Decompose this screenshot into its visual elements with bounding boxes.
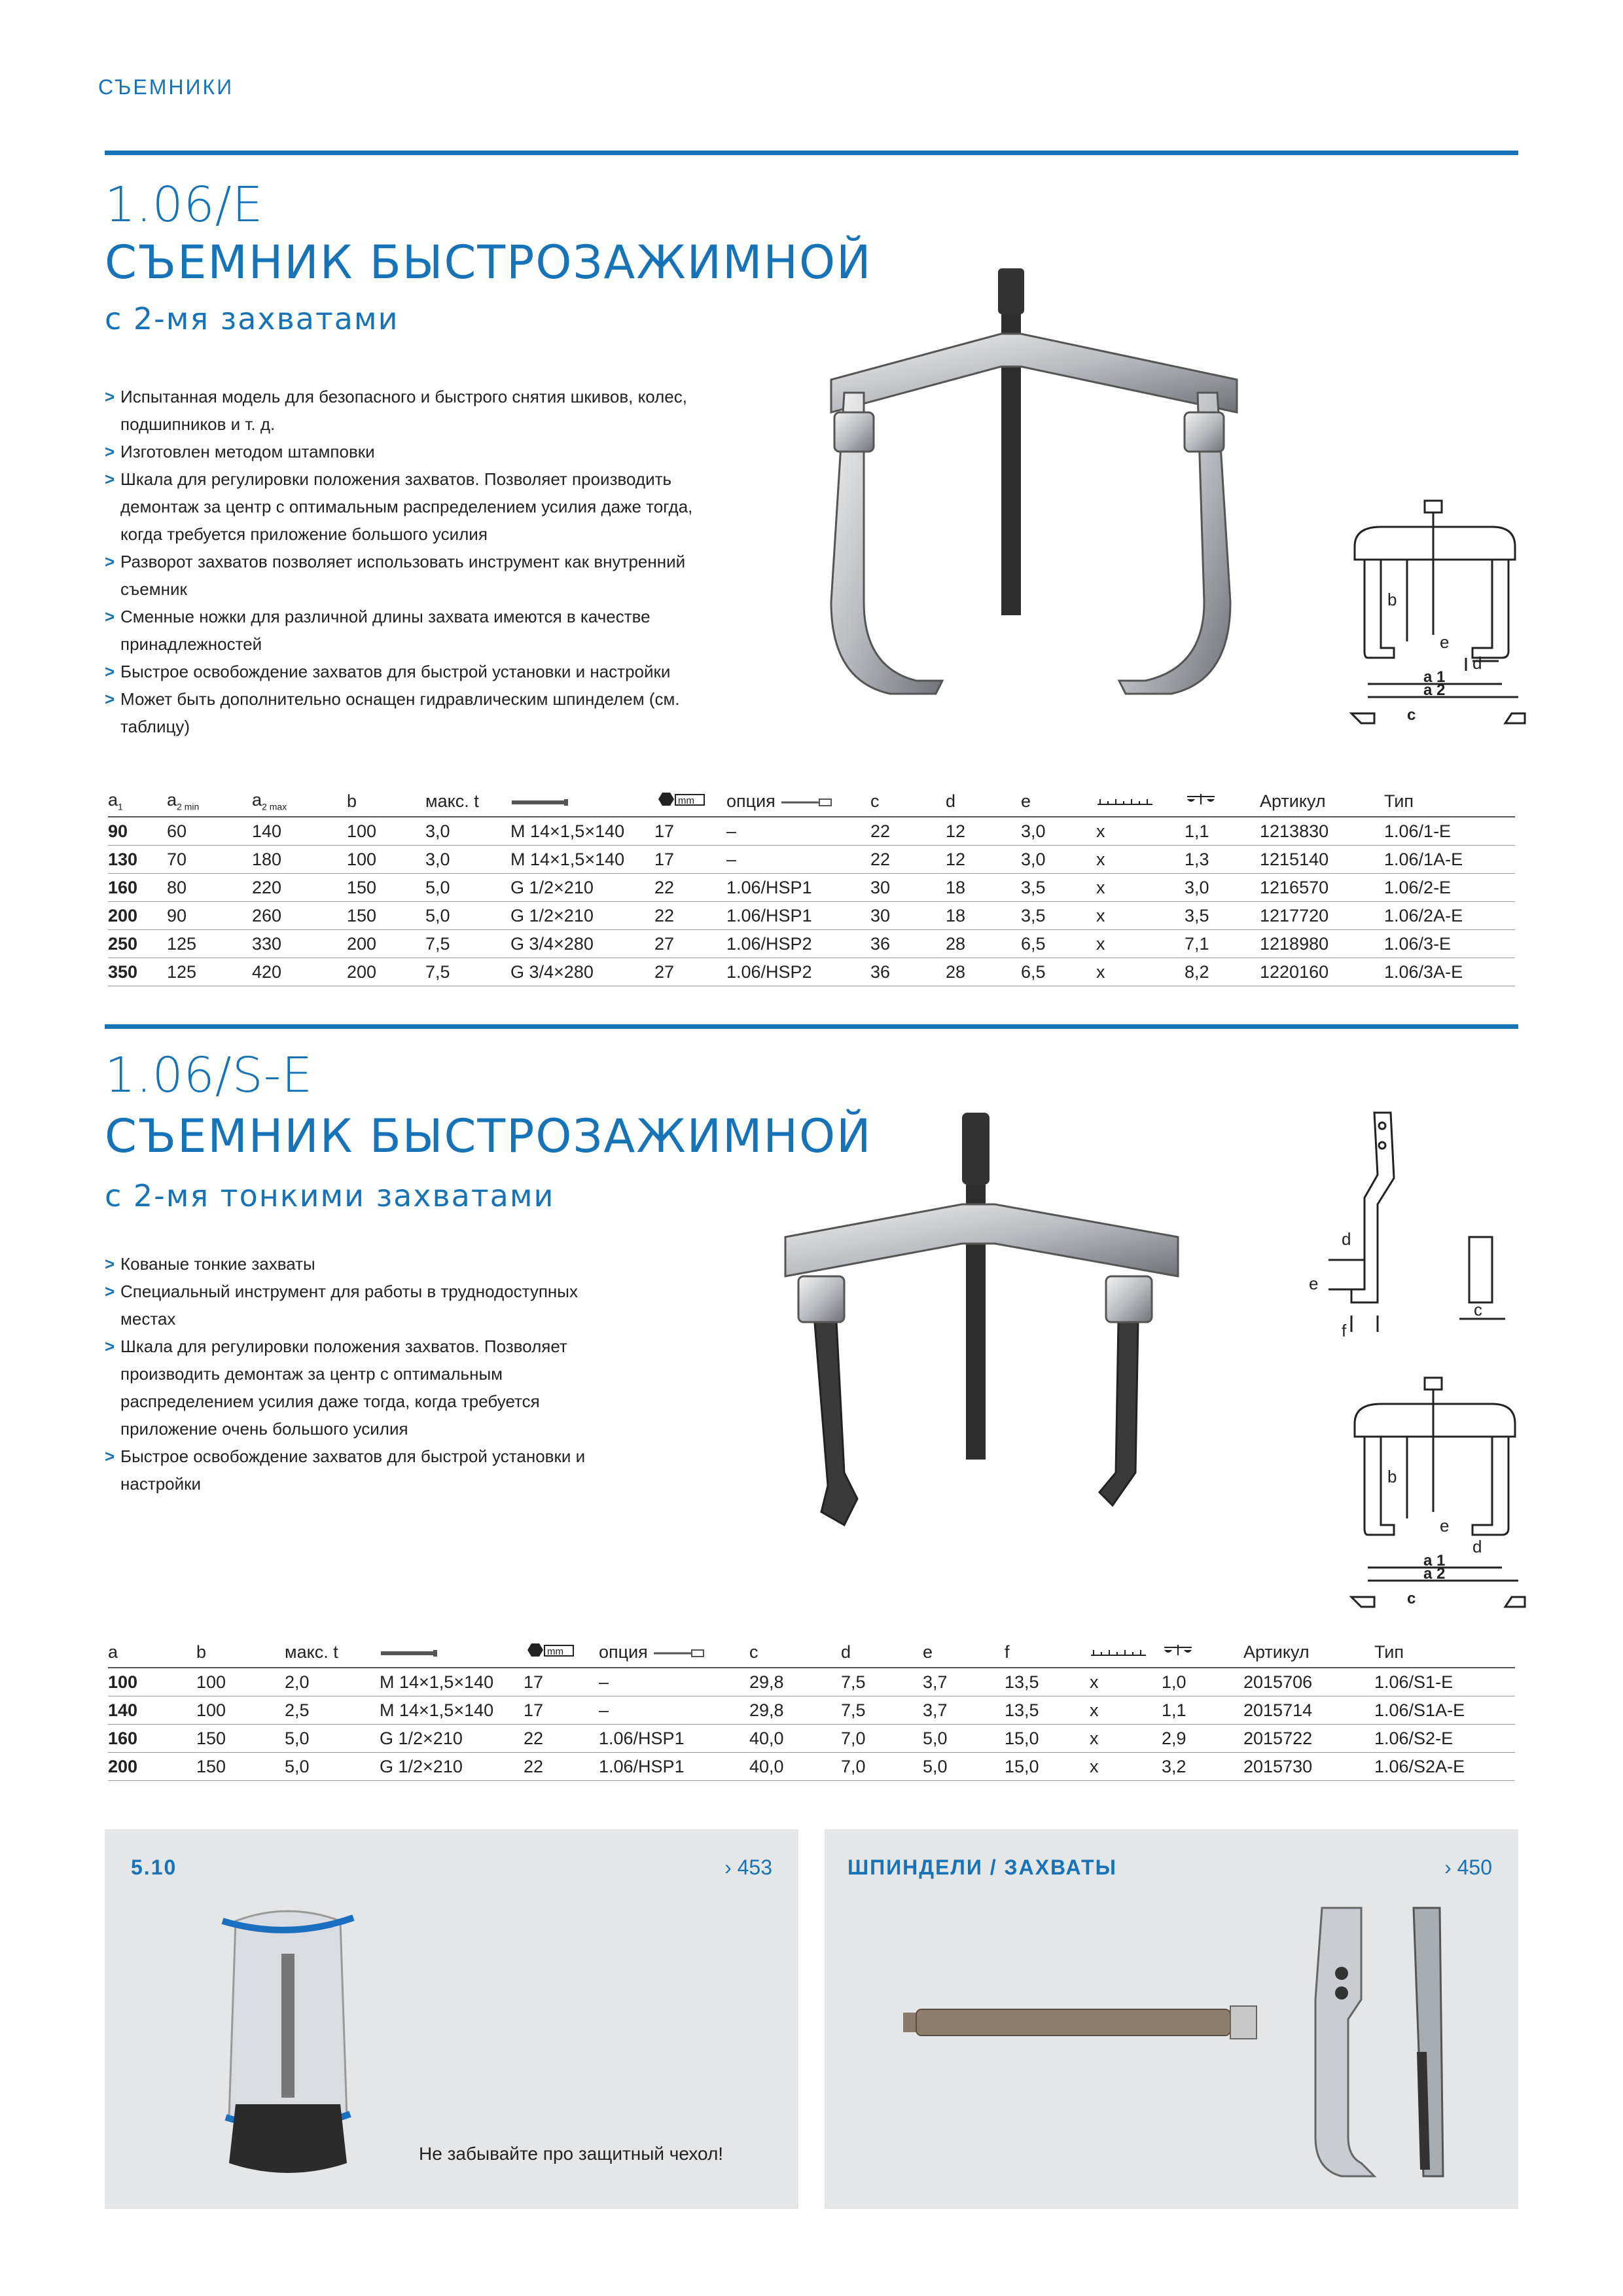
puller-photo-2 [772, 1106, 1191, 1564]
table-cell: 1,3 [1185, 846, 1260, 874]
spindle-icon [380, 1649, 438, 1658]
table-cell: 5,0 [425, 902, 510, 930]
table-cell: 2015730 [1243, 1753, 1374, 1781]
table-cell: 1.06/HSP2 [726, 958, 870, 986]
table-cell: 70 [167, 846, 252, 874]
svg-text:mm: mm [547, 1645, 563, 1657]
table-cell: 200 [347, 958, 425, 986]
protective-bag-image [216, 1901, 360, 2183]
table-cell: 5,0 [285, 1753, 380, 1781]
table-cell: 100 [108, 1668, 196, 1696]
feature-item [105, 1443, 602, 1498]
feature-item [105, 685, 707, 740]
weight-scale-icon [1185, 791, 1217, 807]
table-cell: 5,0 [285, 1725, 380, 1753]
table-cell: x [1090, 1696, 1162, 1725]
table-cell: 1.06/1A-E [1384, 846, 1515, 874]
table-cell: G 3/4×280 [510, 958, 654, 986]
diagram2-label-d: d [1342, 1229, 1351, 1249]
col-type: Тип [1374, 1640, 1515, 1668]
product2-features [105, 1250, 602, 1498]
table-cell: 2015706 [1243, 1668, 1374, 1696]
table-cell: 3,7 [923, 1668, 1005, 1696]
col-d: d [841, 1640, 923, 1668]
table-cell: 12 [946, 817, 1021, 846]
table-cell: 18 [946, 902, 1021, 930]
col-type: Тип [1384, 789, 1515, 817]
table-cell: 1.06/3A-E [1384, 958, 1515, 986]
table-cell: 140 [252, 817, 347, 846]
table-cell: 3,0 [425, 846, 510, 874]
table-cell: 150 [196, 1725, 285, 1753]
product1-subtitle: с 2-мя захватами [105, 301, 399, 336]
diagram2b-label-a1: a 1 [1423, 1552, 1446, 1570]
diagram2b-label-e: e [1440, 1516, 1450, 1535]
table-cell: 18 [946, 874, 1021, 902]
table-cell: x [1090, 1753, 1162, 1781]
col-article: Артикул [1260, 789, 1384, 817]
table-row [108, 1725, 1515, 1753]
jaw-profile-diagram [1302, 1100, 1518, 1361]
table-cell: 6,5 [1021, 958, 1096, 986]
table-cell: 5,0 [425, 874, 510, 902]
feature-text: Испытанная модель для безопасного и быстрого снятия шкивов, колес, подшипников и т. д. [120, 387, 687, 434]
table-cell: 130 [108, 846, 167, 874]
table-cell: 1,0 [1162, 1668, 1243, 1696]
feature-text: Шкала для регулировки положения захватов. Позволяет производить демонтаж за центр с оптимальным распределением усилия даже тогда, когда требуется приложение большого усилия [120, 469, 693, 544]
col-e: e [1021, 789, 1096, 817]
table-cell: 13,5 [1005, 1696, 1090, 1725]
diagram1-label-a2: a 2 [1423, 681, 1446, 699]
dimension-diagram-1 [1342, 497, 1531, 740]
table-cell: 1.06/2A-E [1384, 902, 1515, 930]
table-cell: 250 [108, 930, 167, 958]
svg-text:mm: mm [678, 795, 694, 806]
feature-text: Специальный инструмент для работы в труднодоступных местах [120, 1282, 578, 1329]
table-cell: 3,7 [923, 1696, 1005, 1725]
table-cell: 1217720 [1260, 902, 1384, 930]
weight-scale-icon [1162, 1642, 1194, 1658]
table-cell: M 14×1,5×140 [380, 1696, 524, 1725]
table-cell: 2,9 [1162, 1725, 1243, 1753]
table-cell: M 14×1,5×140 [510, 846, 654, 874]
chevron-right-icon: > [105, 1254, 115, 1274]
feature-text: Может быть дополнительно оснащен гидравлическим шпинделем (см. таблицу) [120, 689, 680, 736]
dimension-diagram-2 [1342, 1374, 1531, 1623]
product1-spec-table [108, 789, 1515, 986]
scale-ruler-icon [1096, 794, 1155, 807]
feature-text: Кованые тонкие захваты [120, 1254, 315, 1274]
chevron-right-icon: > [105, 662, 115, 681]
table-cell: 220 [252, 874, 347, 902]
table-cell: 1220160 [1260, 958, 1384, 986]
product1-title: СЪЕМНИК БЫСТРОЗАЖИМНОЙ [105, 236, 872, 289]
table-cell: 15,0 [1005, 1753, 1090, 1781]
diagram1-label-a1: a 1 [1423, 668, 1446, 686]
diagram2b-label-c: c [1407, 1590, 1416, 1607]
table-row [108, 1668, 1515, 1696]
col-a2max: $a_{2 max}$ [252, 789, 347, 817]
table-cell: 1.06/3-E [1384, 930, 1515, 958]
table-cell: 1.06/S2-E [1374, 1725, 1515, 1753]
table-cell: 28 [946, 958, 1021, 986]
feature-item [105, 548, 707, 603]
table-cell: G 1/2×210 [380, 1725, 524, 1753]
table-cell: 3,0 [1021, 846, 1096, 874]
product2-code: 1.06/S-E [105, 1047, 313, 1103]
diagram1-label-b: b [1387, 590, 1397, 609]
table-cell: 3,0 [1185, 874, 1260, 902]
section-divider-rule [105, 1024, 1518, 1029]
table-row [108, 1753, 1515, 1781]
table-cell: – [599, 1696, 749, 1725]
protective-cover-box [105, 1829, 798, 2209]
feature-item [105, 1278, 602, 1333]
table-cell: 420 [252, 958, 347, 986]
table-cell: 7,0 [841, 1725, 923, 1753]
table-cell: 29,8 [749, 1668, 841, 1696]
table-cell: 29,8 [749, 1696, 841, 1725]
table-cell: G 1/2×210 [510, 874, 654, 902]
table-cell: 7,5 [841, 1668, 923, 1696]
table-row [108, 958, 1515, 986]
table-cell: 150 [347, 902, 425, 930]
table-cell: x [1096, 958, 1185, 986]
table-cell: 5,0 [923, 1725, 1005, 1753]
table-cell: 1.06/HSP1 [726, 874, 870, 902]
table-cell: 6,5 [1021, 930, 1096, 958]
col-f: f [1005, 1640, 1090, 1668]
table-cell: G 3/4×280 [510, 930, 654, 958]
table-cell: 27 [654, 958, 726, 986]
col-option: опция [599, 1640, 749, 1668]
section-label: СЪЕМНИКИ [98, 75, 234, 99]
table-cell: 60 [167, 817, 252, 846]
table-cell: 160 [108, 874, 167, 902]
table-cell: 3,5 [1021, 902, 1096, 930]
table-cell: 100 [196, 1696, 285, 1725]
col-hex-mm [654, 789, 726, 817]
table-cell: 80 [167, 874, 252, 902]
table-cell: 7,0 [841, 1753, 923, 1781]
table-row [108, 930, 1515, 958]
table-cell: 1.06/HSP1 [599, 1753, 749, 1781]
table-cell: x [1096, 874, 1185, 902]
col-d: d [946, 789, 1021, 817]
col-max-t: макс. t [285, 1640, 380, 1668]
table-cell: 200 [108, 1753, 196, 1781]
table-row [108, 817, 1515, 846]
diagram2b-label-a2: a 2 [1423, 1565, 1446, 1583]
table-cell: M 14×1,5×140 [510, 817, 654, 846]
chevron-right-icon: > [105, 689, 115, 709]
table-cell: 1218980 [1260, 930, 1384, 958]
col-article: Артикул [1243, 1640, 1374, 1668]
table-cell: 90 [108, 817, 167, 846]
table-cell: 100 [347, 846, 425, 874]
diagram1-label-c: c [1407, 706, 1416, 724]
table-cell: 22 [654, 902, 726, 930]
feature-text: Быстрое освобождение захватов для быстрой установки и настройки [120, 1446, 586, 1494]
table-cell: 30 [870, 874, 946, 902]
feature-text: Сменные ножки для различной длины захвата имеются в качестве принадлежностей [120, 607, 651, 654]
table-cell: 330 [252, 930, 347, 958]
table-cell: 15,0 [1005, 1725, 1090, 1753]
table-cell: G 1/2×210 [510, 902, 654, 930]
feature-item [105, 465, 707, 548]
table-cell: 22 [524, 1753, 599, 1781]
table-cell: – [726, 817, 870, 846]
table-cell: 13,5 [1005, 1668, 1090, 1696]
chevron-right-icon: > [105, 552, 115, 571]
product2-title: СЪЕМНИК БЫСТРОЗАЖИМНОЙ [105, 1109, 872, 1163]
table-cell: 2015722 [1243, 1725, 1374, 1753]
table-cell: 17 [654, 817, 726, 846]
table-cell: 2,5 [285, 1696, 380, 1725]
table-header-row [108, 1640, 1515, 1668]
table-cell: 1.06/2-E [1384, 874, 1515, 902]
table-cell: 17 [524, 1696, 599, 1725]
table-cell: 1.06/HSP1 [599, 1725, 749, 1753]
table-cell: 30 [870, 902, 946, 930]
product2-spec-table [108, 1640, 1515, 1781]
table-cell: 150 [347, 874, 425, 902]
table-cell: 1.06/1-E [1384, 817, 1515, 846]
col-a2min: $a_{2 min}$ [167, 789, 252, 817]
col-scale [1096, 789, 1185, 817]
feature-text: Быстрое освобождение захватов для быстрой установки и настройки [120, 662, 671, 681]
table-cell: G 1/2×210 [380, 1753, 524, 1781]
col-spindle [510, 789, 654, 817]
hex-nut-icon [524, 1641, 576, 1659]
table-cell: 1.06/S1-E [1374, 1668, 1515, 1696]
feature-item [105, 438, 707, 465]
box-left-page-link[interactable]: › 453 [724, 1856, 772, 1879]
col-weight [1162, 1640, 1243, 1668]
table-cell: 3,2 [1162, 1753, 1243, 1781]
table-cell: 90 [167, 902, 252, 930]
table-cell: 3,0 [425, 817, 510, 846]
table-row [108, 874, 1515, 902]
diagram2-label-e: e [1309, 1274, 1319, 1293]
box-right-page-link[interactable]: › 450 [1444, 1856, 1492, 1879]
table-cell: 40,0 [749, 1725, 841, 1753]
table-cell: 140 [108, 1696, 196, 1725]
option-spindle-icon [780, 798, 832, 807]
chevron-right-icon: > [105, 607, 115, 626]
spindle-jaws-image [890, 1901, 1479, 2189]
table-header-row [108, 789, 1515, 817]
table-cell: 2015714 [1243, 1696, 1374, 1725]
table-cell: 27 [654, 930, 726, 958]
table-cell: 1216570 [1260, 874, 1384, 902]
col-spindle [380, 1640, 524, 1668]
box-left-note: Не забывайте про защитный чехол! [419, 2144, 724, 2164]
feature-item [105, 1333, 602, 1443]
table-cell: 22 [524, 1725, 599, 1753]
feature-item [105, 383, 707, 438]
chevron-right-icon: > [105, 469, 115, 489]
table-cell: 7,1 [1185, 930, 1260, 958]
chevron-right-icon: > [105, 1336, 115, 1356]
table-cell: x [1090, 1668, 1162, 1696]
table-row [108, 846, 1515, 874]
table-cell: 150 [196, 1753, 285, 1781]
table-cell: 1.06/S2A-E [1374, 1753, 1515, 1781]
table-cell: 17 [524, 1668, 599, 1696]
col-max-t: макс. t [425, 789, 510, 817]
table-cell: 5,0 [923, 1753, 1005, 1781]
table-cell: x [1096, 846, 1185, 874]
table-cell: 1215140 [1260, 846, 1384, 874]
product2-subtitle: с 2-мя тонкими захватами [105, 1178, 555, 1213]
table-cell: 100 [196, 1668, 285, 1696]
table-cell: 100 [347, 817, 425, 846]
col-a1: $a_1$ [108, 789, 167, 817]
col-c: c [870, 789, 946, 817]
col-e: e [923, 1640, 1005, 1668]
col-b: b [347, 789, 425, 817]
col-weight [1185, 789, 1260, 817]
diagram1-label-e: e [1440, 632, 1450, 652]
diagram2-label-f: f [1342, 1321, 1347, 1340]
diagram2-label-c: c [1474, 1300, 1482, 1319]
chevron-right-icon: > [105, 1446, 115, 1466]
chevron-right-icon: > [105, 387, 115, 406]
table-cell: 17 [654, 846, 726, 874]
diagram1-label-d: d [1472, 653, 1482, 673]
table-cell: 7,5 [841, 1696, 923, 1725]
table-cell: 12 [946, 846, 1021, 874]
table-cell: x [1096, 902, 1185, 930]
diagram2b-label-b: b [1387, 1467, 1397, 1486]
table-cell: 1,1 [1162, 1696, 1243, 1725]
col-a: a [108, 1640, 196, 1668]
table-cell: 8,2 [1185, 958, 1260, 986]
table-row [108, 902, 1515, 930]
table-cell: 7,5 [425, 930, 510, 958]
box-right-title: ШПИНДЕЛИ / ЗАХВАТЫ [847, 1856, 1117, 1879]
table-cell: 22 [870, 846, 946, 874]
header-rule [105, 151, 1518, 155]
table-cell: x [1096, 817, 1185, 846]
feature-item [105, 603, 707, 658]
table-cell: 40,0 [749, 1753, 841, 1781]
table-cell: – [599, 1668, 749, 1696]
table-cell: 3,0 [1021, 817, 1096, 846]
col-c: c [749, 1640, 841, 1668]
table-cell: 260 [252, 902, 347, 930]
table-cell: 180 [252, 846, 347, 874]
feature-text: Изготовлен методом штамповки [120, 442, 375, 461]
box-left-title: 5.10 [131, 1856, 177, 1879]
feature-text: Разворот захватов позволяет использовать инструмент как внутренний съемник [120, 552, 686, 599]
table-cell: 160 [108, 1725, 196, 1753]
table-cell: M 14×1,5×140 [380, 1668, 524, 1696]
product1-code: 1.06/E [105, 177, 264, 233]
table-cell: 7,5 [425, 958, 510, 986]
option-spindle-icon [652, 1649, 705, 1658]
diagram2b-label-d: d [1472, 1537, 1482, 1556]
table-cell: 28 [946, 930, 1021, 958]
table-cell: 125 [167, 958, 252, 986]
spindle-icon [510, 798, 569, 807]
feature-item [105, 1250, 602, 1278]
feature-text: Шкала для регулировки положения захватов. Позволяет производить демонтаж за центр с оптимальным распределением усилия даже тогда, когда требуется приложение очень большого усилия [120, 1336, 567, 1439]
table-cell: 350 [108, 958, 167, 986]
table-cell: x [1090, 1725, 1162, 1753]
col-scale [1090, 1640, 1162, 1668]
chevron-right-icon: > [105, 1282, 115, 1301]
table-cell: 36 [870, 930, 946, 958]
table-cell: x [1096, 930, 1185, 958]
table-cell: 125 [167, 930, 252, 958]
table-cell: 1.06/S1A-E [1374, 1696, 1515, 1725]
hex-nut-icon [654, 791, 707, 808]
col-option: опция [726, 789, 870, 817]
table-row [108, 1696, 1515, 1725]
table-cell: 22 [870, 817, 946, 846]
table-cell: 200 [108, 902, 167, 930]
scale-ruler-icon [1090, 1645, 1149, 1658]
table-cell: 36 [870, 958, 946, 986]
table-cell: 200 [347, 930, 425, 958]
table-cell: 1.06/HSP1 [726, 902, 870, 930]
table-cell: 1213830 [1260, 817, 1384, 846]
feature-item [105, 658, 707, 685]
table-cell: 2,0 [285, 1668, 380, 1696]
spindles-jaws-box [825, 1829, 1518, 2209]
table-cell: 22 [654, 874, 726, 902]
col-hex-mm [524, 1640, 599, 1668]
table-cell: 3,5 [1185, 902, 1260, 930]
col-b: b [196, 1640, 285, 1668]
table-cell: 1.06/HSP2 [726, 930, 870, 958]
table-cell: 3,5 [1021, 874, 1096, 902]
product1-features [105, 383, 707, 740]
chevron-right-icon: > [105, 442, 115, 461]
table-cell: – [726, 846, 870, 874]
puller-photo-1 [805, 262, 1263, 720]
table-cell: 1,1 [1185, 817, 1260, 846]
